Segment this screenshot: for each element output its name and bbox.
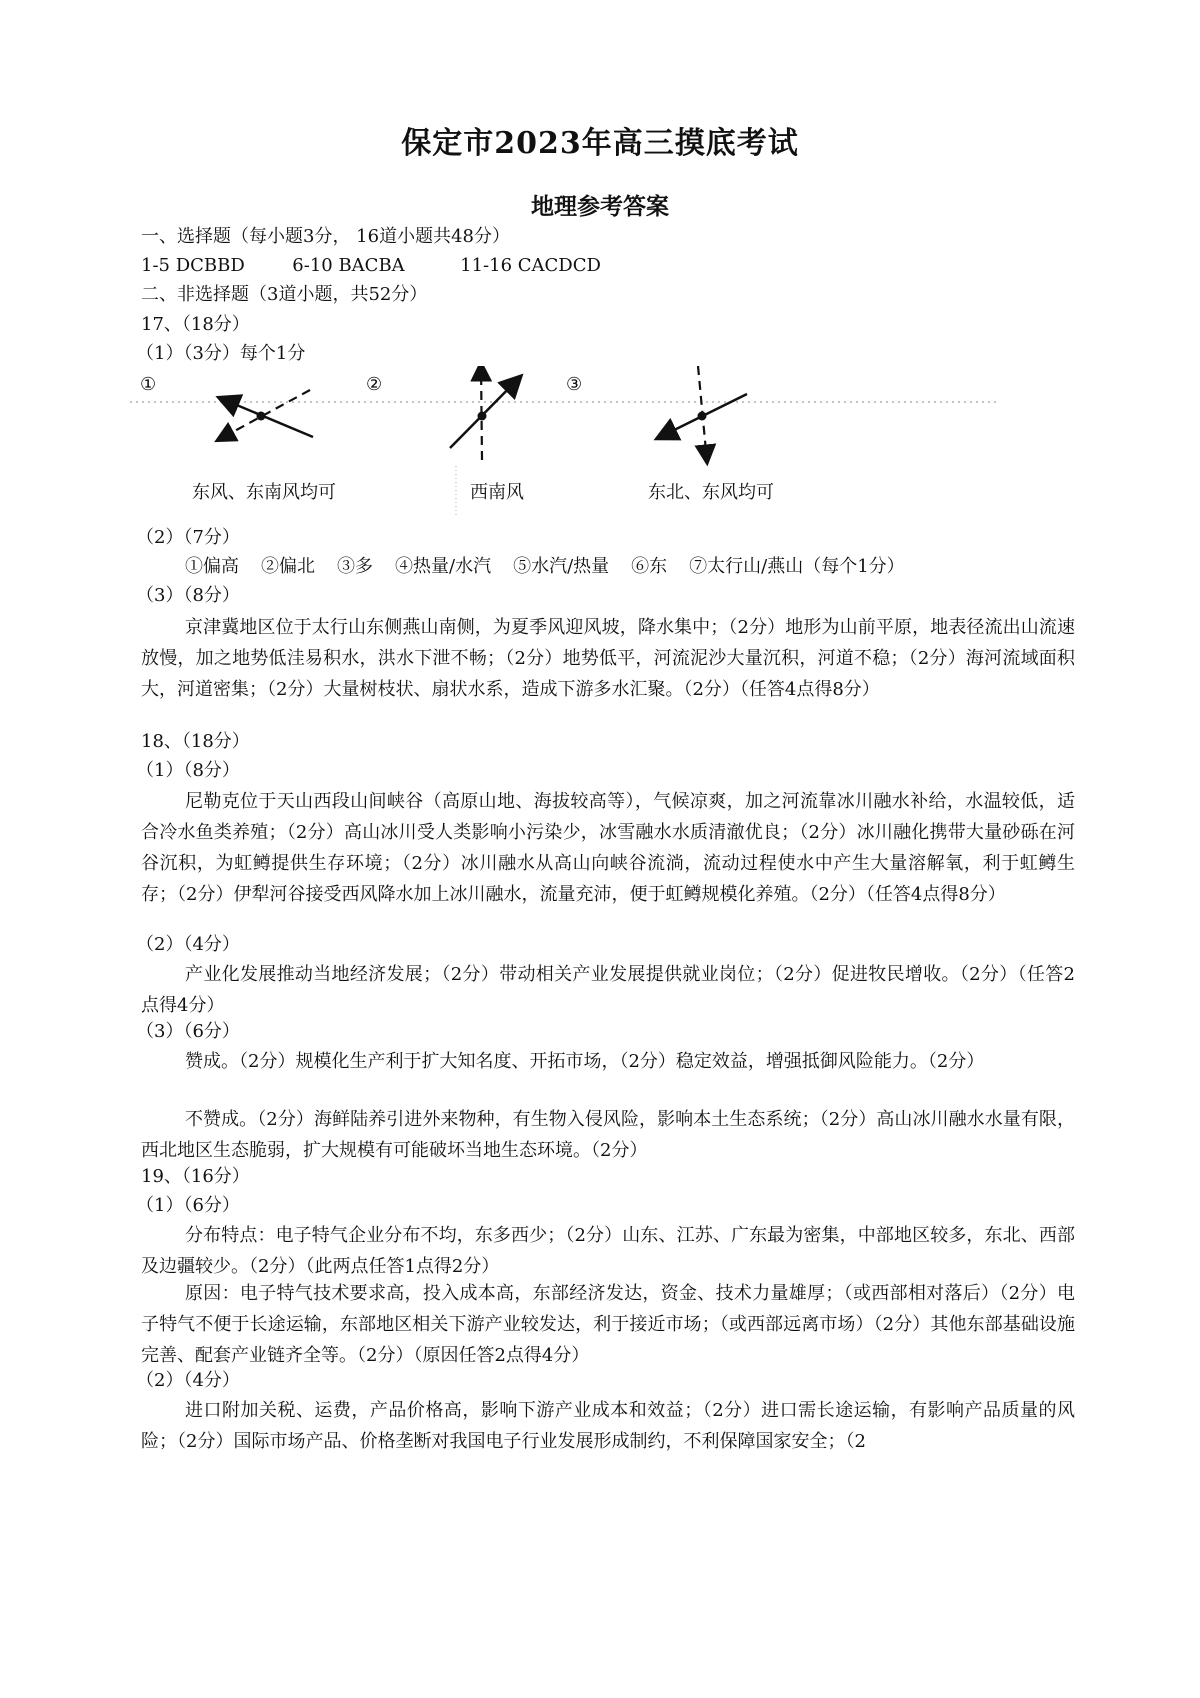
wind-1-center-dot: [257, 412, 266, 421]
figure-caption-3: 东北、东风均可: [648, 482, 774, 503]
q17-part2-item-5: ⑤水汽/热量: [513, 556, 610, 577]
q17-part1-heading: （1）（3分）每个1分: [136, 343, 306, 364]
figure-marker-2: ②: [366, 374, 383, 395]
document-subtitle: 地理参考答案: [531, 193, 669, 220]
q18-part3-answer-agree: 赞成。（2分）规模化生产利于扩大知名度、开拓市场，（2分）稳定效益，增强抵御风险能力。（2分）: [185, 1051, 985, 1072]
q18-part2-heading: （2）（4分）: [136, 934, 240, 955]
wind-diagram-3: [658, 366, 747, 462]
choice-answers-6-10: 6-10 BACBA: [292, 255, 405, 276]
figure-marker-1: ①: [140, 374, 157, 395]
q18-part3-answer-disagree: 不赞成。（2分）海鲜陆养引进外来物种，有生物入侵风险，影响本土生态系统；（2分）高山冰川融水水量有限，西北地区生态脆弱，扩大规模有可能破坏当地生态环境。（2分）: [141, 1109, 1075, 1161]
q17-part2-item-2: ②偏北: [261, 556, 315, 577]
q19-part1-heading: （1）（6分）: [136, 1195, 240, 1216]
choice-answers-11-16: 11-16 CACDCD: [460, 255, 601, 276]
q19-part2-answer: 进口附加关税、运费，产品价格高，影响下游产业成本和效益；（2分）进口需长途运输，有影响产品质量的风险；（2分）国际市场产品、价格垄断对我国电子行业发展形成制约，不利保障国家安全；（2: [141, 1400, 1075, 1452]
q17-heading: 17、（18分）: [141, 314, 250, 335]
figure-caption-2: 西南风: [470, 482, 524, 503]
q19-heading: 19、（16分）: [141, 1166, 250, 1187]
q17-part2-heading: （2）（7分）: [136, 527, 240, 548]
q19-part2-heading: （2）（4分）: [136, 1370, 240, 1391]
q18-part2-answer: 产业化发展推动当地经济发展；（2分）带动相关产业发展提供就业岗位；（2分）促进牧民增收。（2分）（任答2点得4分）: [141, 964, 1075, 1016]
q17-part2-item-6: ⑥东: [631, 556, 668, 577]
choice-answers-1-5: 1-5 DCBBD: [141, 255, 245, 276]
q17-part2-item-3: ③多: [337, 556, 373, 577]
choice-answers: [141, 251, 601, 281]
q17-part2-item-1: ①偏高: [185, 556, 239, 577]
figure-marker-3: ③: [566, 374, 583, 395]
q19-part1-reasons: 原因：电子特气技术要求高，投入成本高，东部经济发达，资金、技术力量雄厚；（或西部相对落后）（2分）电子特气不便于长途运输，东部地区相关下游产业较发达，利于接近市场；（或西部远离市场）（2分）其他东部基础设施完善、配套产业链齐全等。（2分）（原因任答2点得4分）: [141, 1283, 1075, 1366]
q17-part2-item-4: ④热量/水汽: [395, 556, 492, 577]
q17-part3-heading: （3）（8分）: [136, 585, 240, 606]
q18-part3-heading: （3）（6分）: [136, 1021, 240, 1042]
wind-1-solid-arrow: [220, 398, 313, 437]
wind-2-center-dot: [478, 412, 487, 421]
q18-part1-heading: （1）（8分）: [136, 760, 240, 781]
q17-part2-item-7: ⑦太行山/燕山（每个1分）: [689, 556, 905, 577]
figure-caption-1: 东风、东南风均可: [192, 482, 336, 503]
wind-diagram-svg: [130, 366, 1080, 546]
document-title: 保定市2023年高三摸底考试: [401, 126, 799, 161]
q17-part3-answer: 京津冀地区位于太行山东侧燕山南侧，为夏季风迎风坡，降水集中；（2分）地形为山前平原，地表径流出山流速放慢，加之地势低洼易积水，洪水下泄不畅；（2分）地势低平，河流泥沙大量沉积，河道不稳；（2分）海河流域面积大，河道密集；（2分）大量树枝状、扇状水系，造成下游多水汇聚。（2分）（任答4点得8分）: [141, 617, 1075, 700]
wind-2-solid-arrow: [450, 377, 520, 448]
wind-direction-figure: [130, 366, 1080, 546]
q18-heading: 18、（18分）: [141, 731, 250, 752]
q18-part1-answer: 尼勒克位于天山西段山间峡谷（高原山地、海拔较高等），气候凉爽，加之河流靠冰川融水补给，水温较低，适合冷水鱼类养殖；（2分）高山冰川受人类影响小污染少，冰雪融水水质清澈优良；（2分）冰川融化携带大量砂砾在河谷沉积，为虹鳟提供生存环境；（2分）冰川融水从高山向峡谷流淌，流动过程使水中产生大量溶解氧，利于虹鳟生存；（2分）伊犁河谷接受西风降水加上冰川融水，流量充沛，便于虹鳟规模化养殖。（2分）（任答4点得8分）: [141, 791, 1075, 905]
section2-heading: 二、非选择题（3道小题，共52分）: [141, 284, 428, 305]
wind-diagram-2: [450, 366, 520, 460]
section1-heading: 一、选择题（每小题3分， 16道小题共48分）: [141, 226, 510, 247]
q19-part1-distribution: 分布特点：电子特气企业分布不均，东多西少；（2分）山东、江苏、广东最为密集，中部地区较多，东北、西部及边疆较少。（2分）（此两点任答1点得2分）: [141, 1225, 1075, 1277]
q17-part2-items: [185, 552, 905, 582]
wind-3-center-dot: [698, 412, 707, 421]
wind-diagram-1: [218, 390, 313, 440]
